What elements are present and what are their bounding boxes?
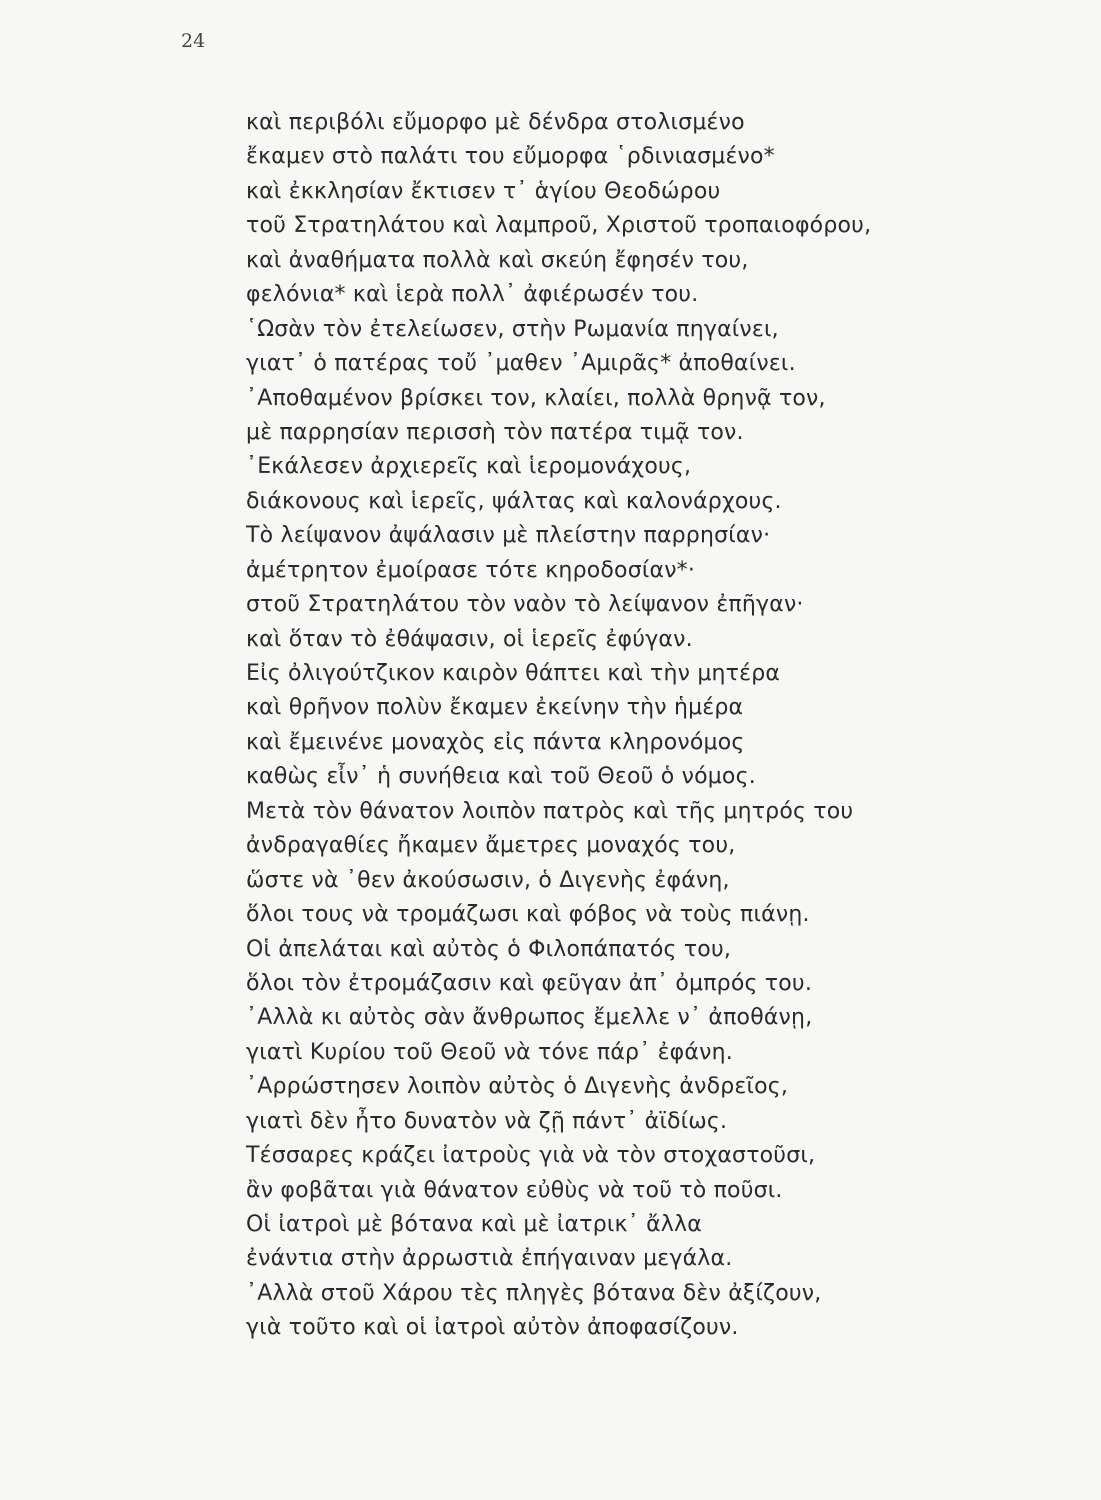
poem-line: διάκονους καὶ ἱερεῖς, ψάλτας καὶ καλονάρχους.: [246, 488, 782, 514]
poem-line: τοῦ Στρατηλάτου καὶ λαμπροῦ, Χριστοῦ τροπαιοφόρου,: [246, 213, 872, 239]
poem-line: Τὸ λείψανον ἀψάλασιν μὲ πλείστην παρρησίαν·: [246, 523, 771, 549]
poem-line: ἐνάντια στὴν ἀρρωστιὰ ἐπήγαιναν μεγάλα.: [246, 1246, 733, 1272]
poem-line: καθὼς εἶν᾿ ἡ συνήθεια καὶ τοῦ Θεοῦ ὁ νόμος.: [246, 764, 756, 790]
poem-line: ἂν φοβᾶται γιὰ θάνατον εὐθὺς νὰ τοῦ τὸ ποῦσι.: [246, 1177, 783, 1203]
poem-line: Εἰς ὀλιγούτζικον καιρὸν θάπτει καὶ τὴν μητέρα: [246, 661, 781, 686]
poem-line: φελόνια* καὶ ἱερὰ πολλ᾿ ἀφιέρωσέν του.: [246, 282, 699, 308]
poem-text: [246, 106, 1066, 1346]
poem-line: ᾿Αλλὰ κι αὐτὸς σὰν ἄνθρωπος ἔμελλε ν᾿ ἀποθάνῃ,: [246, 1005, 813, 1031]
poem-line: μὲ παρρησίαν περισσὴ τὸν πατέρα τιμᾷ τον.: [246, 419, 744, 445]
poem-line: Οἱ ἰατροὶ μὲ βότανα καὶ μὲ ἰατρικ᾿ ἄλλα: [246, 1212, 702, 1237]
poem-line: γιατὶ δὲν ἦτο δυνατὸν νὰ ζῇ πάντ᾿ ἀϊδίως.: [246, 1108, 728, 1134]
poem-line: ὅλοι τὸν ἐτρομάζασιν καὶ φεῦγαν ἀπ᾿ ὀμπρός του.: [246, 970, 813, 996]
poem-line: γιατὶ Κυρίου τοῦ Θεοῦ νὰ τόνε πάρ᾿ ἐφάνη.: [246, 1039, 733, 1065]
poem-line: καὶ περιβόλι εὔμορφο μὲ δένδρα στολισμένο: [246, 110, 745, 135]
poem-line: ῾Ωσὰν τὸν ἐτελείωσεν, στὴν Ρωμανία πηγαίνει,: [246, 316, 779, 342]
poem-line: γιατ᾿ ὁ πατέρας τοὔ ᾿μαθεν ᾿Αμιρᾶς* ἀποθαίνει.: [246, 351, 796, 377]
poem-line: καὶ ἀναθήματα πολλὰ καὶ σκεύη ἔφησέν του,: [246, 247, 749, 273]
poem-line: ᾿Αποθαμένον βρίσκει τον, κλαίει, πολλὰ θρηνᾷ τον,: [246, 385, 826, 411]
poem-line: καὶ ὅταν τὸ ἐθάψασιν, οἱ ἱερεῖς ἐφύγαν.: [246, 626, 693, 652]
poem-line: Οἱ ἀπελάται καὶ αὐτὸς ὁ Φιλοπάπατός του,: [246, 936, 732, 962]
poem-line: Μετὰ τὸν θάνατον λοιπὸν πατρὸς καὶ τῆς μητρός του: [246, 798, 854, 824]
poem-line: καὶ ἐκκλησίαν ἔκτισεν τ᾿ ἁγίου Θεοδώρου: [246, 178, 721, 204]
poem-line: ᾿Αρρώστησεν λοιπὸν αὐτὸς ὁ Διγενὴς ἀνδρεῖος,: [246, 1074, 789, 1100]
poem-line: ἔκαμεν στὸ παλάτι του εὔμορφα ῾ρδινιασμένο*: [246, 144, 775, 170]
poem-line: ἀμέτρητον ἐμοίρασε τότε κηροδοσίαν*·: [246, 557, 696, 583]
poem-line: ᾿Εκάλεσεν ἀρχιερεῖς καὶ ἱερομονάχους,: [246, 454, 692, 480]
poem-line: ὅλοι τους νὰ τρομάζωσι καὶ φόβος νὰ τοὺς πιάνῃ.: [246, 902, 810, 928]
poem-line: ᾿Αλλὰ στοῦ Χάρου τὲς πληγὲς βότανα δὲν ἀξίζουν,: [246, 1280, 822, 1306]
poem-line: ἀνδραγαθίες ἤκαμεν ἄμετρες μοναχός του,: [246, 833, 736, 859]
page-number: 24: [181, 30, 206, 52]
poem-line: ὥστε νὰ ᾿θεν ἀκούσωσιν, ὁ Διγενὴς ἐφάνη,: [246, 867, 730, 893]
poem-line: γιὰ τοῦτο καὶ οἱ ἰατροὶ αὐτὸν ἀποφασίζουν.: [246, 1315, 739, 1341]
poem-line: στοῦ Στρατηλάτου τὸν ναὸν τὸ λείψανον ἐπῆγαν·: [246, 592, 804, 618]
poem-line: Τέσσαρες κράζει ἰατροὺς γιὰ νὰ τὸν στοχαστοῦσι,: [246, 1143, 816, 1169]
poem-line: καὶ θρῆνον πολὺν ἔκαμεν ἐκείνην τὴν ἡμέρα: [246, 695, 744, 721]
poem-line: καὶ ἔμεινένε μοναχὸς εἰς πάντα κληρονόμος: [246, 729, 745, 755]
